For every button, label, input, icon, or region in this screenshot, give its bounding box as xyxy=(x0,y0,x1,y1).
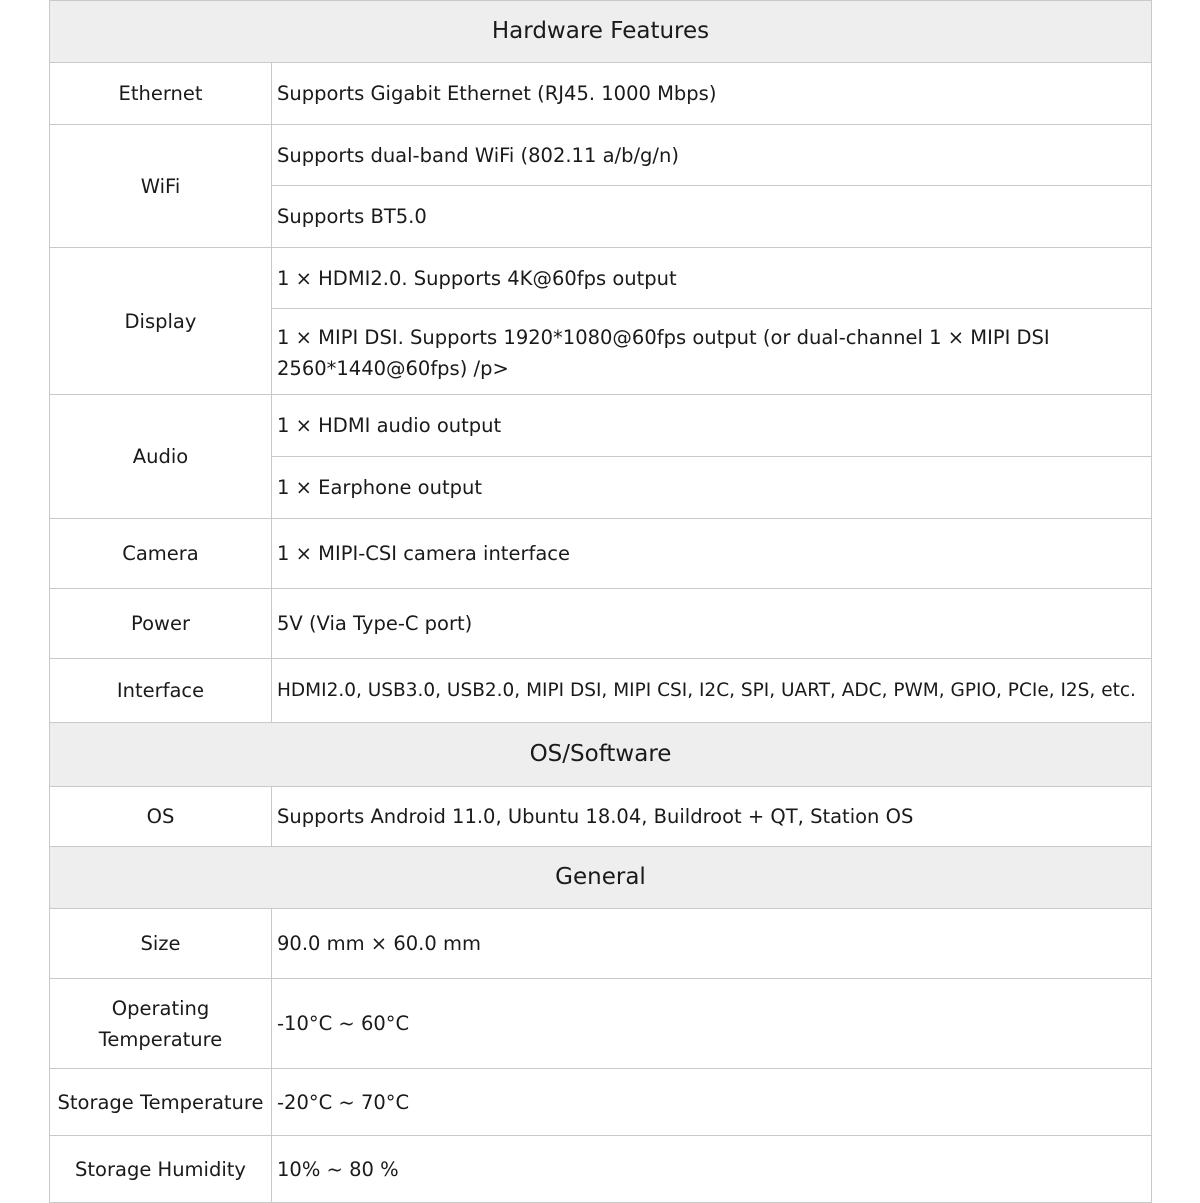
table-row-wifi xyxy=(50,125,1152,186)
row-value-os: Supports Android 11.0, Ubuntu 18.04, Buildroot + QT, Station OS xyxy=(272,787,1152,847)
section-header-row xyxy=(50,847,1152,909)
table-row-os xyxy=(50,787,1152,847)
row-value-storage-humidity: 10% ~ 80 % xyxy=(272,1136,1152,1203)
table-row-storage-temperature xyxy=(50,1069,1152,1136)
row-value-ethernet: Supports Gigabit Ethernet (RJ45. 1000 Mbps) xyxy=(272,63,1152,125)
row-label-storage-temperature: Storage Temperature xyxy=(50,1069,272,1136)
row-value-operating-temperature: -10°C ~ 60°C xyxy=(272,979,1152,1069)
section-title-os: OS/Software xyxy=(50,723,1152,787)
row-label-power: Power xyxy=(50,589,272,659)
row-value-wifi: Supports dual-band WiFi (802.11 a/b/g/n) xyxy=(272,125,1152,186)
row-label-operating-temperature: Operating Temperature xyxy=(50,979,272,1069)
row-value-camera: 1 × MIPI-CSI camera interface xyxy=(272,519,1152,589)
table-row-storage-humidity xyxy=(50,1136,1152,1203)
row-value-interface: HDMI2.0, USB3.0, USB2.0, MIPI DSI, MIPI CSI, I2C, SPI, UART, ADC, PWM, GPIO, PCIe, I2S, etc. xyxy=(272,659,1152,723)
row-value-hdmi-audio: 1 × HDMI audio output xyxy=(272,395,1152,457)
section-title-hardware: Hardware Features xyxy=(50,1,1152,63)
row-value-bluetooth: Supports BT5.0 xyxy=(272,186,1152,248)
row-label-interface: Interface xyxy=(50,659,272,723)
table-row-camera xyxy=(50,519,1152,589)
section-header-row xyxy=(50,723,1152,787)
section-header-row xyxy=(50,1,1152,63)
row-label-storage-humidity: Storage Humidity xyxy=(50,1136,272,1203)
table-row-display xyxy=(50,248,1152,309)
row-value-storage-temperature: -20°C ~ 70°C xyxy=(272,1069,1152,1136)
row-value-size: 90.0 mm × 60.0 mm xyxy=(272,909,1152,979)
row-label-size: Size xyxy=(50,909,272,979)
table-row-power xyxy=(50,589,1152,659)
section-title-general: General xyxy=(50,847,1152,909)
row-label-audio: Audio xyxy=(50,395,272,519)
row-value-power: 5V (Via Type-C port) xyxy=(272,589,1152,659)
row-label-os: OS xyxy=(50,787,272,847)
row-label-display: Display xyxy=(50,248,272,395)
table-row-audio xyxy=(50,395,1152,457)
spec-table xyxy=(49,0,1152,1203)
row-value-mipi-dsi: 1 × MIPI DSI. Supports 1920*1080@60fps output (or dual-channel 1 × MIPI DSI 2560*1440@60fps) /p> xyxy=(272,309,1152,395)
row-label-wifi: WiFi xyxy=(50,125,272,248)
table-row-size xyxy=(50,909,1152,979)
row-label-ethernet: Ethernet xyxy=(50,63,272,125)
table-row-interface xyxy=(50,659,1152,723)
row-value-earphone: 1 × Earphone output xyxy=(272,457,1152,519)
table-row-ethernet xyxy=(50,63,1152,125)
table-row-operating-temperature xyxy=(50,979,1152,1069)
row-label-camera: Camera xyxy=(50,519,272,589)
row-value-hdmi: 1 × HDMI2.0. Supports 4K@60fps output xyxy=(272,248,1152,309)
